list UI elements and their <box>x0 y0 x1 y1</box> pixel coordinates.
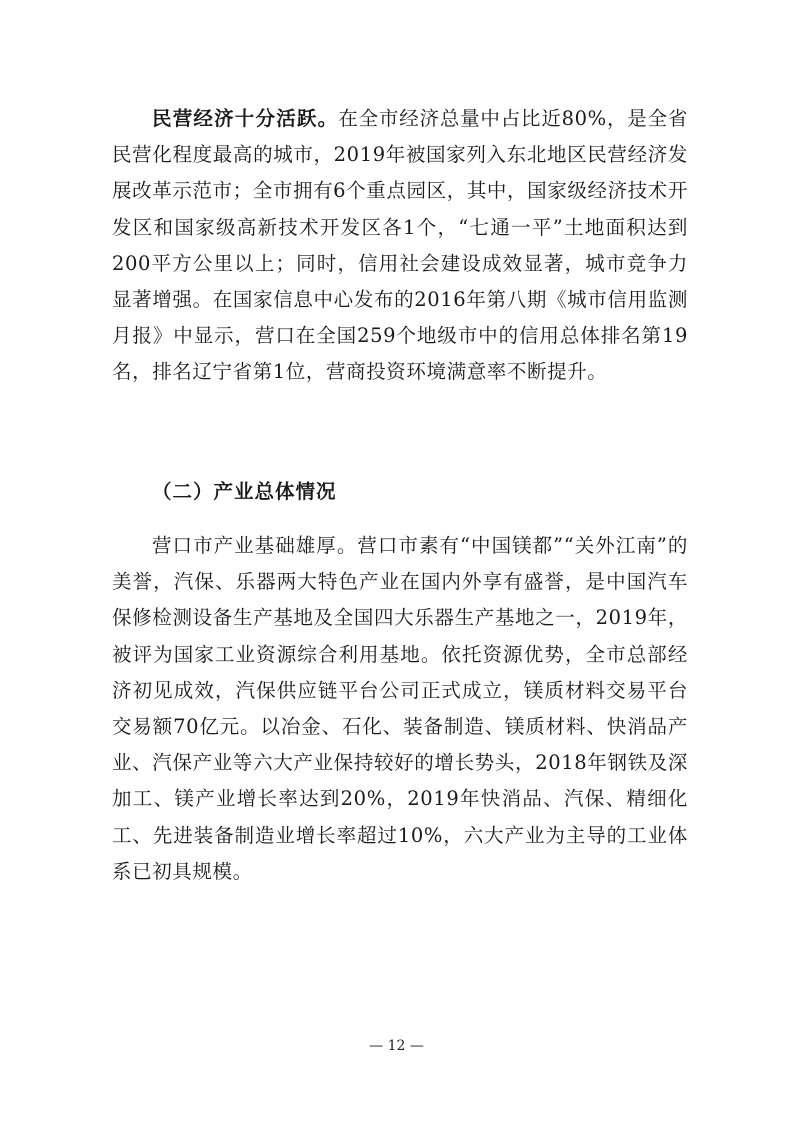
paragraph-lead-bold: 民营经济十分活跃。 <box>152 107 339 130</box>
paragraph-body: 在全市经济总量中占比近80%，是全省民营化程度最高的城市，2019年被国家列入东北地区民营经济发展改革示范市；全市拥有6个重点园区，其中，国家级经济技术开发区和国家级高新技术开发区各1个，“七通一平”土地面积达到200平方公里以上；同时，信用社会建设成效显著，城市竞争力显著增强。在国家信息中心发布的2016年第八期《城市信用监测月报》中显示，营口在全国259个地级市中的信用总体排名第19名，排名辽宁省第1位，营商投资环境满意率不断提升。 <box>112 107 688 384</box>
paragraph-private-economy <box>112 101 688 391</box>
page-number: — 12 — <box>369 1038 424 1054</box>
section-heading: （二）产业总体情况 <box>152 480 337 503</box>
paragraph-industry-overview: 营口市产业基础雄厚。营口市素有“中国镁都”“关外江南”的美誉，汽保、乐器两大特色产业在国内外享有盛誉，是中国汽车保修检测设备生产基地及全国四大乐器生产基地之一，2019年，被评为国家工业资源综合利用基地。依托资源优势，全市总部经济初见成效，汽保供应链平台公司正式成立，镁质材料交易平台交易额70亿元。以冶金、石化、装备制造、镁质材料、快消品产业、汽保产业等六大产业保持较好的增长势头，2018年钢铁及深加工、镁产业增长率达到20%，2019年快消品、汽保、精细化工、先进装备制造业增长率超过10%，六大产业为主导的工业体系已初具规模。 <box>112 534 688 883</box>
